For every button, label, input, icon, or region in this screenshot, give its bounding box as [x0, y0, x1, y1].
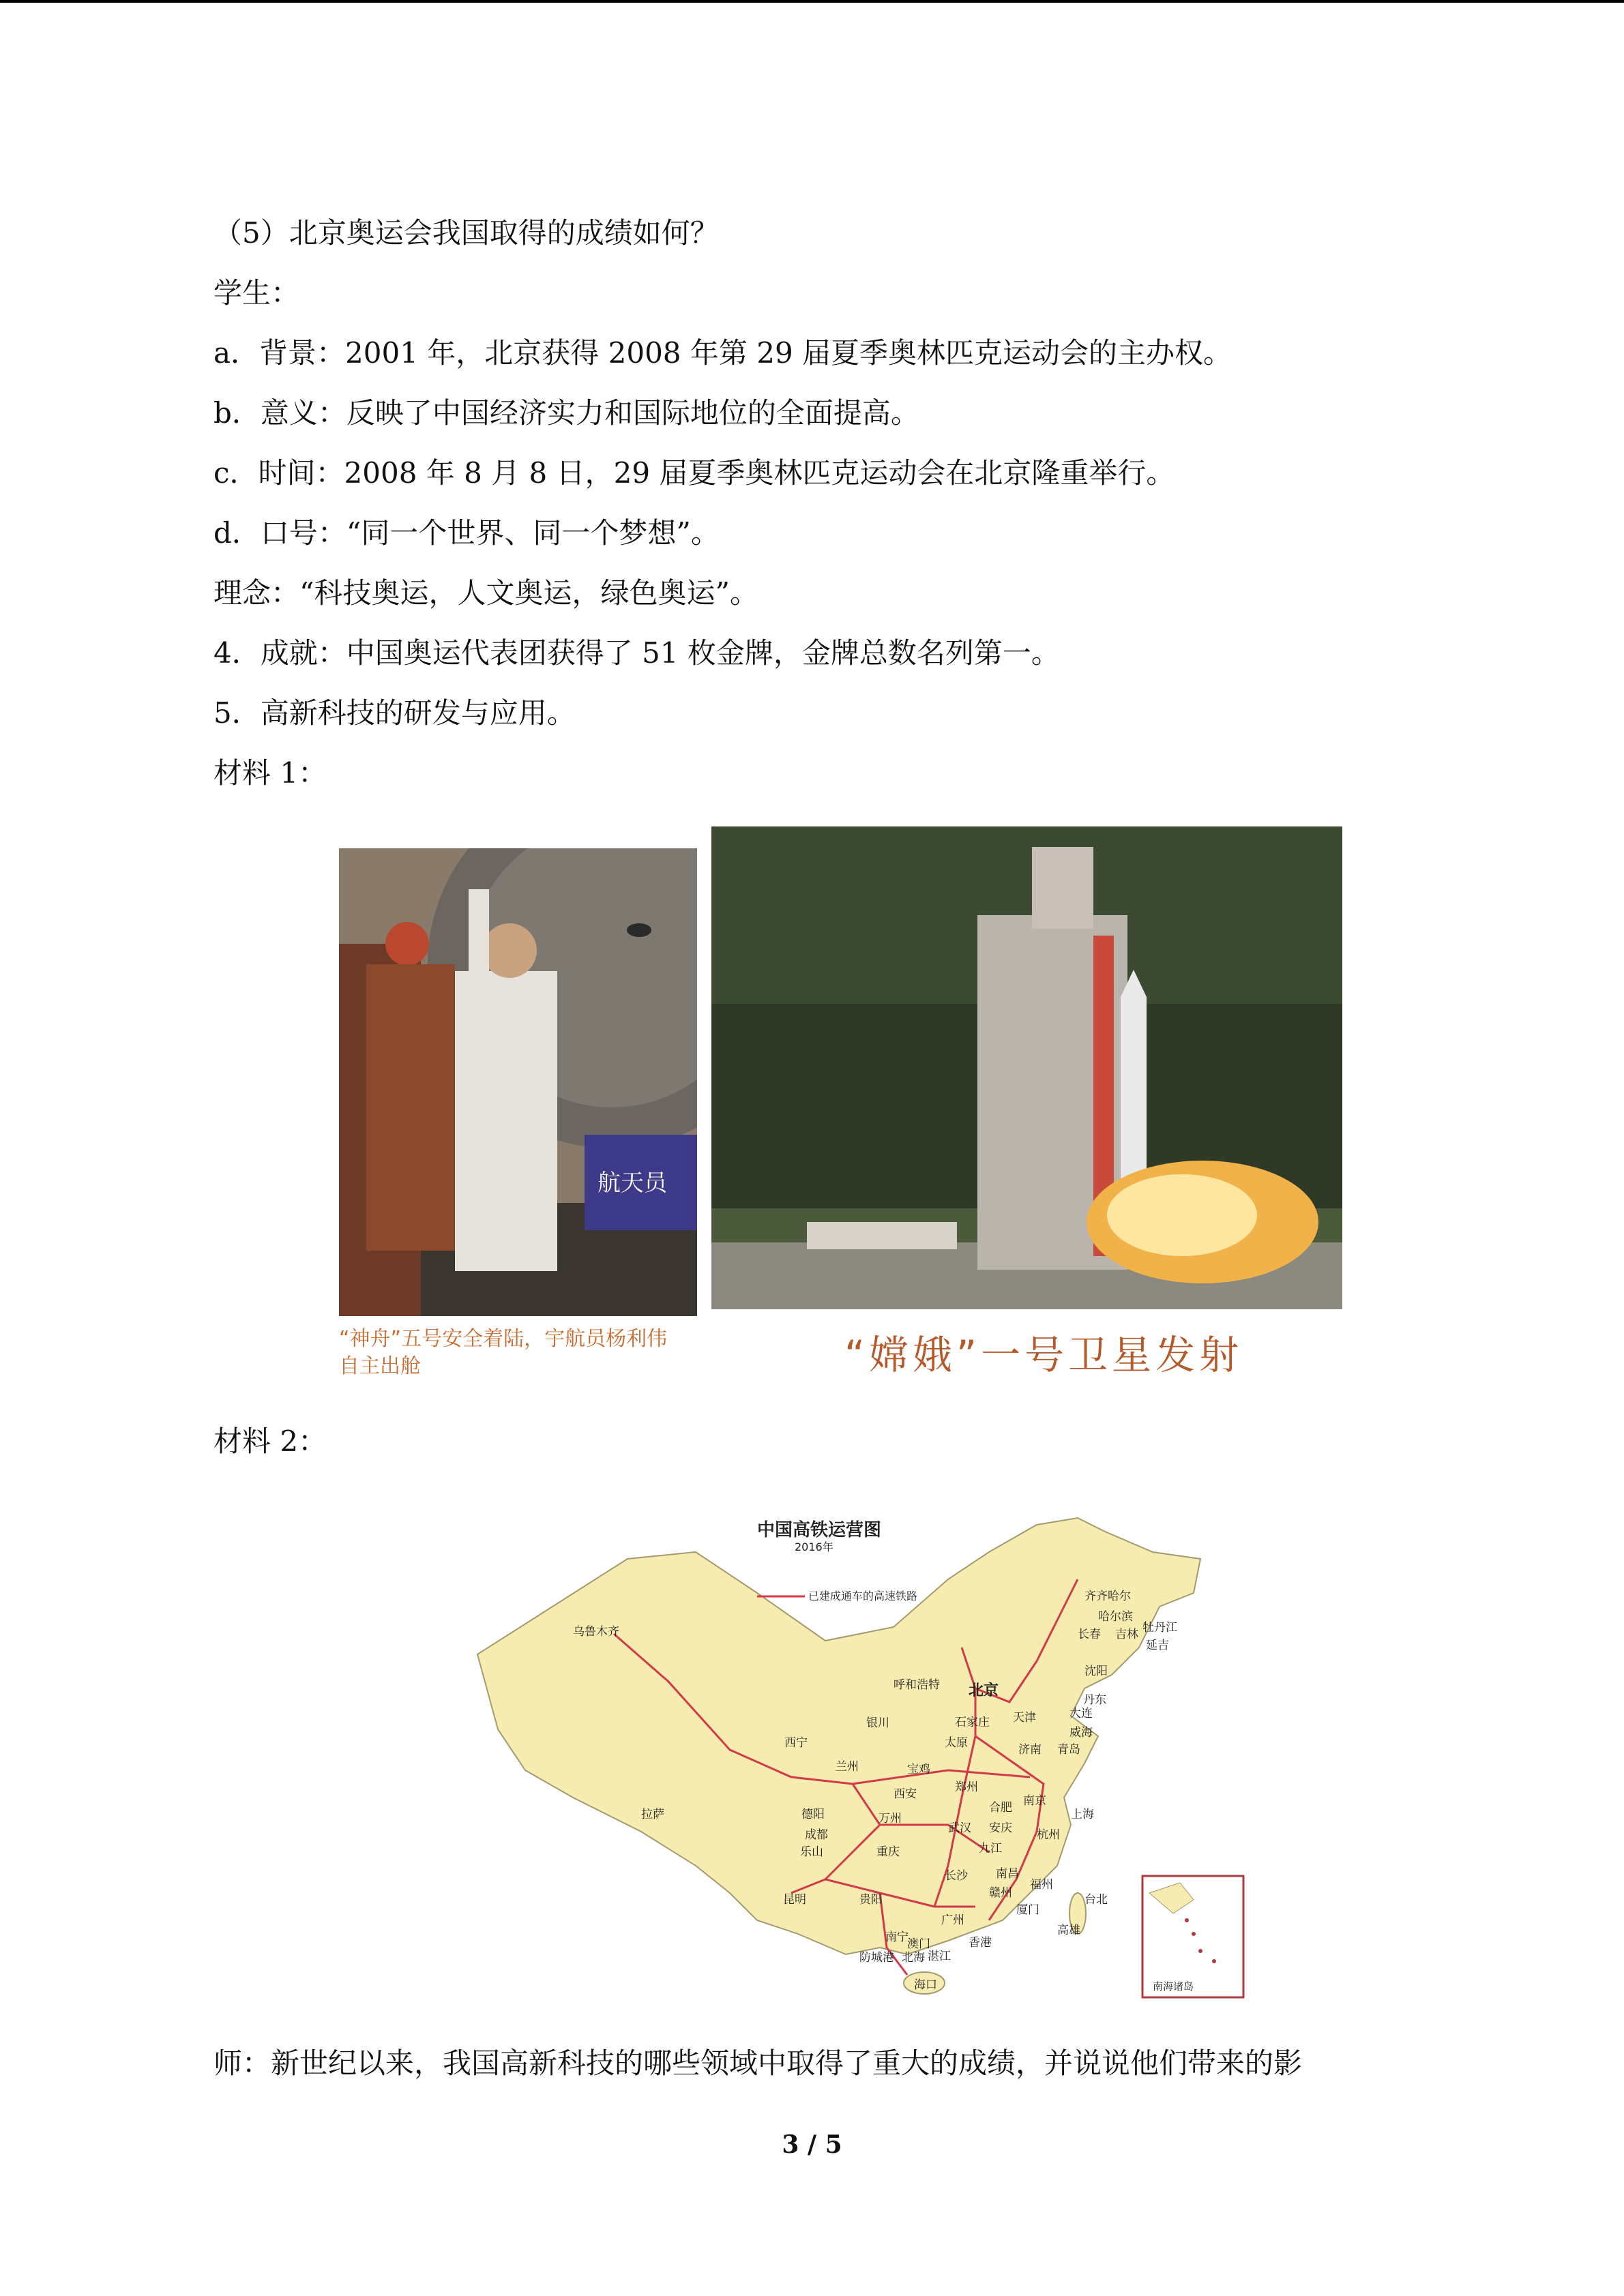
city-taipei: 台北	[1084, 1893, 1108, 1907]
city-ganzhou: 赣州	[989, 1886, 1012, 1900]
hightech-heading: 5．高新科技的研发与应用。	[213, 696, 576, 730]
city-fangchenggang: 防城港	[859, 1951, 894, 1965]
city-fuzhou: 福州	[1030, 1878, 1053, 1892]
city-baoji: 宝鸡	[907, 1763, 930, 1776]
city-changsha: 长沙	[945, 1869, 968, 1883]
city-jinan: 济南	[1018, 1743, 1042, 1757]
city-weihai: 威海	[1069, 1726, 1093, 1740]
page-number: 3 / 5	[782, 2130, 842, 2159]
city-hangzhou: 杭州	[1037, 1828, 1060, 1842]
city-mianyang: 德阳	[801, 1808, 825, 1821]
city-xiamen: 厦门	[1016, 1903, 1039, 1917]
astronaut-sign-text: 航天员	[597, 1169, 667, 1197]
city-gaoxiong: 高雄	[1057, 1924, 1080, 1937]
city-mudanjiang: 牡丹江	[1142, 1621, 1177, 1635]
city-guiyang: 贵阳	[859, 1893, 883, 1907]
city-xining: 西宁	[784, 1736, 808, 1750]
city-anqing: 安庆	[989, 1821, 1012, 1835]
south-sea-inset-label: 南海诸岛	[1153, 1980, 1194, 1993]
city-beihai: 北海	[902, 1951, 925, 1965]
city-yanji: 延吉	[1146, 1639, 1169, 1652]
concept-line: 理念：“科技奥运，人文奥运，绿色奥运”。	[213, 576, 758, 610]
achievement-line: 4．成就：中国奥运代表团获得了 51 枚金牌，金牌总数名列第一。	[213, 636, 1060, 670]
city-jilin: 吉林	[1115, 1628, 1138, 1641]
city-changchun: 长春	[1078, 1628, 1101, 1641]
city-jiujiang: 九江	[979, 1842, 1002, 1855]
city-lhasa: 拉萨	[641, 1808, 664, 1821]
shenzhou-caption-line1: “神舟”五号安全着陆，宇航员杨利伟	[339, 1327, 668, 1351]
map-legend: 已建成通车的高速铁路	[808, 1590, 918, 1602]
city-wuhan: 武汉	[948, 1821, 971, 1835]
city-hohhot: 呼和浩特	[894, 1678, 940, 1692]
city-shenyang: 沈阳	[1084, 1665, 1108, 1678]
teacher-question-line: 师：新世纪以来，我国高新科技的哪些领域中取得了重大的成绩，并说说他们带来的影	[213, 2046, 1303, 2080]
city-zhanjiang: 湛江	[928, 1950, 951, 1963]
material-2-label: 材料 2：	[213, 1425, 327, 1458]
high-speed-rail-map	[471, 1511, 1255, 1999]
city-shenzhen: 香港	[969, 1936, 992, 1950]
city-leshan: 乐山	[800, 1845, 823, 1859]
city-nanjing: 南京	[1023, 1794, 1046, 1808]
city-beijing: 北京	[969, 1682, 999, 1699]
city-harbin: 哈尔滨	[1098, 1610, 1133, 1624]
city-dalian: 大连	[1069, 1707, 1093, 1720]
item-c-time: c．时间：2008 年 8 月 8 日，29 届夏季奥林匹克运动会在北京隆重举行。	[213, 456, 1175, 490]
city-zhengzhou: 郑州	[955, 1780, 978, 1794]
city-kunming: 昆明	[783, 1893, 806, 1907]
city-chongqing: 重庆	[876, 1845, 900, 1859]
question-5: （5）北京奥运会我国取得的成绩如何？	[213, 216, 719, 250]
item-b-significance: b．意义：反映了中国经济实力和国际地位的全面提高。	[213, 396, 919, 430]
city-tianjin: 天津	[1013, 1711, 1036, 1725]
shenzhou-photo	[339, 848, 697, 1316]
shenzhou-caption-line2: 自主出舱	[339, 1354, 421, 1378]
city-yinchuan: 银川	[866, 1716, 889, 1730]
item-a-background: a．背景：2001 年，北京获得 2008 年第 29 届夏季奥林匹克运动会的主办权。	[213, 336, 1232, 370]
city-urumqi: 乌鲁木齐	[573, 1625, 619, 1639]
change-launch-photo	[711, 826, 1342, 1309]
city-qiqihar: 齐齐哈尔	[1084, 1590, 1131, 1603]
map-year: 2016年	[795, 1540, 833, 1553]
city-dandong: 丹东	[1083, 1693, 1106, 1707]
page-top-border	[0, 0, 1624, 3]
student-label: 学生：	[213, 276, 300, 310]
city-nanning: 南宁	[885, 1930, 909, 1944]
material-1-label: 材料 1：	[213, 756, 327, 790]
city-xian: 西安	[894, 1787, 917, 1801]
change-launch-caption: “嫦娥”一号卫星发射	[844, 1332, 1243, 1378]
city-taiyuan: 太原	[945, 1736, 968, 1750]
city-shanghai: 上海	[1071, 1808, 1094, 1821]
city-hefei: 合肥	[989, 1801, 1012, 1815]
city-wanzhou: 万州	[879, 1812, 902, 1825]
map-title: 中国高铁运营图	[757, 1520, 882, 1540]
city-lanzhou: 兰州	[836, 1760, 859, 1774]
city-nanchang: 南昌	[996, 1867, 1019, 1881]
city-haikou: 海口	[914, 1978, 937, 1992]
city-qingdao: 青岛	[1057, 1743, 1080, 1757]
city-aomen: 澳门	[907, 1937, 930, 1951]
city-guangzhou: 广州	[941, 1913, 964, 1927]
city-chengdu: 成都	[805, 1828, 828, 1842]
city-shijiazhuang: 石家庄	[955, 1716, 990, 1729]
item-d-slogan: d．口号：“同一个世界、同一个梦想”。	[213, 516, 720, 550]
